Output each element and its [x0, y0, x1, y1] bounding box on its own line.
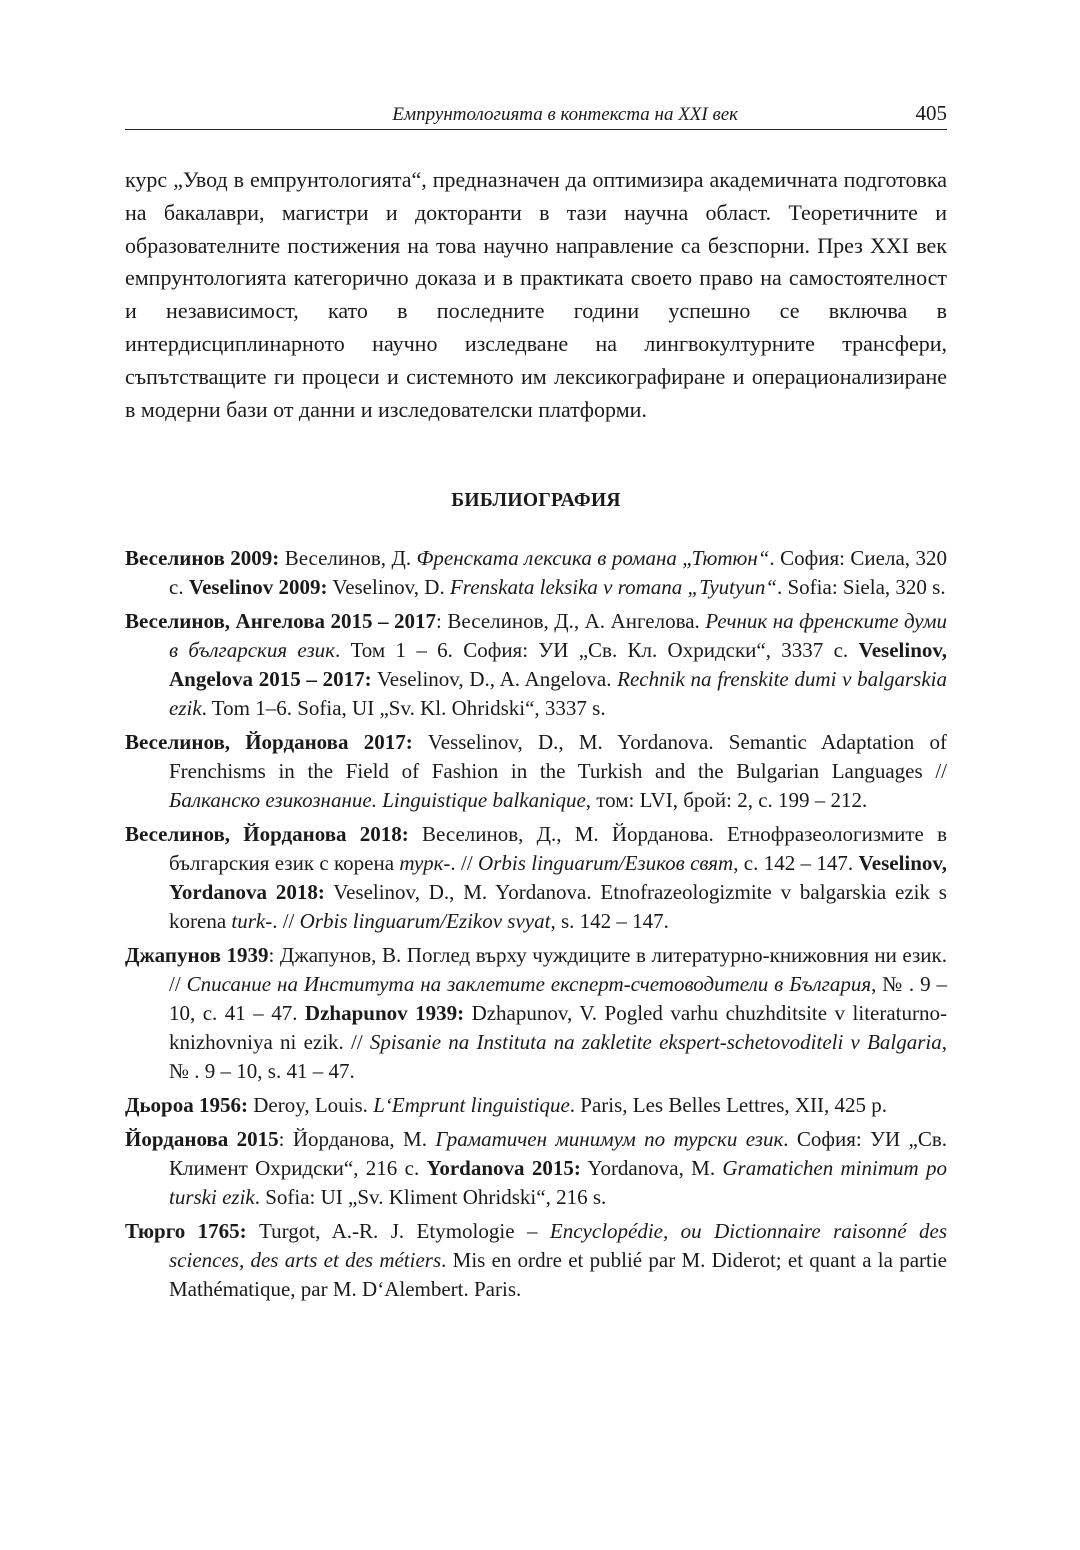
running-header: [125, 96, 947, 130]
bib-entry-dzhapunov-1939: Джапунов 1939: Джапунов, В. Поглед върху чуждиците в литературно-книжовния ни език. // Списание на Института на заклетите експерт-счетоводители в България, № . 9 – 10, с. 41 – 47. Dzhapunov 1939: Dzhapunov, V. Pogled varhu chuzhditsite v literaturno-knizhovniya ni ezik. // Spisanie na Instituta na zakletite ekspert-schetovoditeli v Balgaria, № . 9 – 10, s. 41 – 47.: [125, 943, 948, 1084]
bib-entry-turgot-1765: Тюрго 1765: Turgot, A.-R. J. Etymologie – Encyclopédie, ou Dictionnaire raisonné des sciences, des arts et des métiers. Mis en ordre et publié par M. Diderot; et quant a la partie Mathématique, par M. D‘Alembert. Paris.: [125, 1219, 947, 1302]
page-number: 405: [915, 101, 947, 125]
bib-entry-yordanova-2015: Йорданова 2015: Йорданова, М. Граматичен минимум по турски език. София: УИ „Св. Климент Охридски“, 216 с. Yordanova 2015: Yordanova, M. Gramatichen minimum po turski ezik. Sofia: UI „Sv. Kliment Ohridski“, 216 s.: [125, 1127, 948, 1210]
bibliography-list: [125, 544, 947, 1304]
page: [125, 96, 947, 1309]
bib-entry-veselinov-yordanova-2017: Веселинов, Йорданова 2017: Vesselinov, D., M. Yordanova. Semantic Adaptation of Frenchisms in the Field of Fashion in the Turkish and the Bulgarian Languages // Балканско езикознание. Linguistique balkanique, том: LVI, брой: 2, с. 199 – 212.: [125, 730, 947, 813]
bib-entry-veselinov-yordanova-2018: Веселинов, Йорданова 2018: Веселинов, Д., М. Йорданова. Етнофразеологизмите в българския език с корена турк-. // Orbis linguarum/Езиков свят, с. 142 – 147. Veselinov, Yordanova 2018: Veselinov, D., M. Yordanova. Etnofrazeologizmite v balgarskia ezik s korena turk-. // Orbis linguarum/Ezikov svyat, s. 142 – 147.: [125, 822, 948, 934]
running-title: Емпрунтологията в контекста на XXI век: [392, 104, 739, 125]
bibliography-heading: БИБЛИОГРАФИЯ: [451, 490, 621, 512]
body-paragraph: курс „Увод в емпрунтологията“, предназначен да оптимизира академичната подготовка на бакалаври, магистри и докторанти в тази научна област. Теоретичните и образователните постижения на това научно направление са безспорни. През XXI век емпрунтологията категорично доказа и в практиката своето право на самостоятелност и независимост, като в последните години успешно се включва в интердисциплинарното научно изследване на лингвокултурните трансфери, съпътстващите ги процеси и системното им лексикографиране и операционализиране в модерни бази от данни и изследователски платформи.: [125, 167, 947, 422]
bib-entry-veselinov-angelova: Веселинов, Ангелова 2015 – 2017: Веселинов, Д., А. Ангелова. Речник на френските думи в българския език. Том 1 – 6. София: УИ „Св. Кл. Охридски“, 3337 с. Veselinov, Angelova 2015 – 2017: Veselinov, D., A. Angelova. Rechnik na frenskite dumi v balgarskia ezik. Tom 1–6. Sofia, UI „Sv. Kl. Ohridski“, 3337 s.: [125, 609, 948, 721]
bib-entry-deroy-1956: Дьороа 1956: Deroy, Louis. L‘Emprunt linguistique. Paris, Les Belles Lettres, XII, 425 p.: [125, 1093, 888, 1118]
bib-entry-veselinov-2009: Веселинов 2009: Веселинов, Д. Френската лексика в романа „Тютюн“. София: Сиела, 320 с. Veselinov 2009: Veselinov, D. Frenskata leksika v romana „Tyutyun“. Sofia: Siela, 320 s.: [125, 546, 947, 600]
